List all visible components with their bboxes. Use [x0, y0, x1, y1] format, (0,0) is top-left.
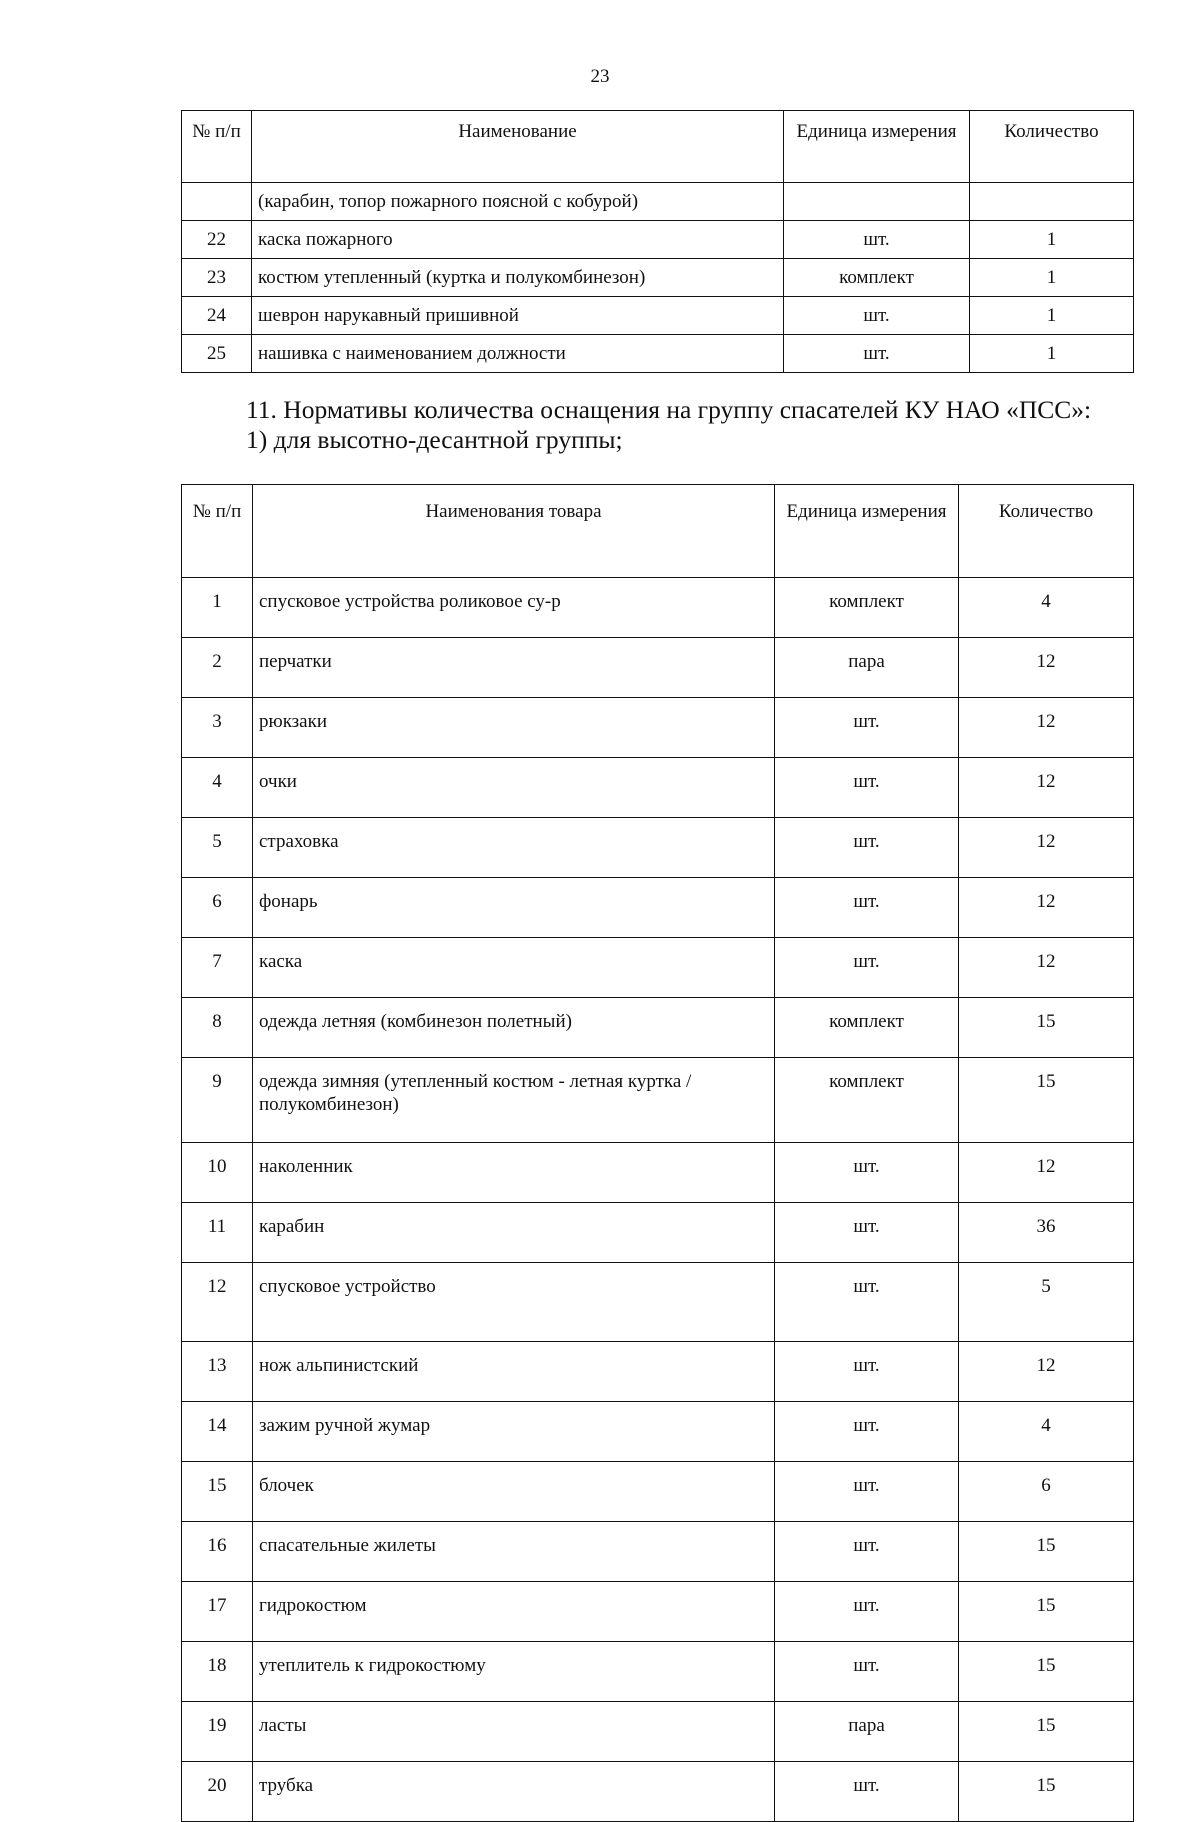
table-row	[182, 1058, 1134, 1143]
cell-num: 6	[182, 878, 253, 938]
cell-qty: 12	[959, 1342, 1134, 1402]
header-name: Наименование	[252, 111, 784, 183]
table-row	[182, 1203, 1134, 1263]
cell-qty: 15	[959, 1522, 1134, 1582]
table-row	[182, 1762, 1134, 1822]
cell-num: 4	[182, 758, 253, 818]
cell-name: каска пожарного	[252, 221, 784, 259]
cell-name: гидрокостюм	[253, 1582, 775, 1642]
cell-unit: шт.	[775, 818, 959, 878]
table-row	[182, 1402, 1134, 1462]
table-row	[182, 221, 1134, 259]
cell-unit: шт.	[775, 1203, 959, 1263]
cell-unit: шт.	[775, 938, 959, 998]
header-unit: Единица измерения	[775, 485, 959, 578]
cell-name: наколенник	[253, 1143, 775, 1203]
table-row	[182, 297, 1134, 335]
table-row	[182, 335, 1134, 373]
cell-name: костюм утепленный (куртка и полукомбинезон)	[252, 259, 784, 297]
cell-unit: пара	[775, 638, 959, 698]
table-row	[182, 1702, 1134, 1762]
cell-num: 3	[182, 698, 253, 758]
cell-num: 12	[182, 1263, 253, 1342]
cell-num: 11	[182, 1203, 253, 1263]
table-row	[182, 938, 1134, 998]
cell-unit: шт.	[775, 1263, 959, 1342]
cell-qty: 6	[959, 1462, 1134, 1522]
cell-name: одежда зимняя (утепленный костюм - летная куртка / полукомбинезон)	[253, 1058, 775, 1143]
table-row	[182, 878, 1134, 938]
cell-name: спусковое устройство	[253, 1263, 775, 1342]
cell-name: рюкзаки	[253, 698, 775, 758]
cell-name: шеврон нарукавный пришивной	[252, 297, 784, 335]
cell-unit: комплект	[775, 1058, 959, 1143]
cell-unit: шт.	[775, 1582, 959, 1642]
cell-num: 19	[182, 1702, 253, 1762]
cell-unit: шт.	[784, 221, 970, 259]
cell-name: перчатки	[253, 638, 775, 698]
cell-num: 7	[182, 938, 253, 998]
cell-unit: шт.	[775, 1642, 959, 1702]
table-header-row	[182, 485, 1134, 578]
cell-unit: шт.	[775, 758, 959, 818]
table-row	[182, 758, 1134, 818]
cell-name: зажим ручной жумар	[253, 1402, 775, 1462]
cell-qty: 12	[959, 938, 1134, 998]
section-heading	[246, 395, 1146, 455]
cell-qty: 4	[959, 1402, 1134, 1462]
cell-unit: комплект	[775, 578, 959, 638]
cell-qty: 15	[959, 1058, 1134, 1143]
page-number: 23	[590, 66, 610, 87]
cell-qty: 1	[970, 259, 1134, 297]
section-heading-line2: 1) для высотно-десантной группы;	[246, 425, 623, 454]
cell-num: 2	[182, 638, 253, 698]
cell-qty: 1	[970, 221, 1134, 259]
table-row	[182, 1582, 1134, 1642]
table-row	[182, 1263, 1134, 1342]
cell-name: спусковое устройства роликовое су-р	[253, 578, 775, 638]
cell-name: трубка	[253, 1762, 775, 1822]
cell-num: 23	[182, 259, 252, 297]
cell-num: 25	[182, 335, 252, 373]
cell-num: 16	[182, 1522, 253, 1582]
cell-name: утеплитель к гидрокостюму	[253, 1642, 775, 1702]
cell-num: 1	[182, 578, 253, 638]
cell-num	[182, 183, 252, 221]
cell-qty: 1	[970, 297, 1134, 335]
cell-qty: 5	[959, 1263, 1134, 1342]
cell-num: 18	[182, 1642, 253, 1702]
cell-num: 14	[182, 1402, 253, 1462]
cell-qty: 15	[959, 1642, 1134, 1702]
table-row	[182, 818, 1134, 878]
cell-num: 22	[182, 221, 252, 259]
cell-qty: 36	[959, 1203, 1134, 1263]
cell-num: 8	[182, 998, 253, 1058]
cell-qty: 12	[959, 1143, 1134, 1203]
table-row	[182, 578, 1134, 638]
header-name: Наименования товара	[253, 485, 775, 578]
cell-qty: 15	[959, 1702, 1134, 1762]
cell-qty: 15	[959, 1582, 1134, 1642]
table-row	[182, 1342, 1134, 1402]
table-row	[182, 183, 1134, 221]
table-row	[182, 1462, 1134, 1522]
cell-num: 13	[182, 1342, 253, 1402]
cell-qty	[970, 183, 1134, 221]
cell-qty: 12	[959, 698, 1134, 758]
cell-unit: шт.	[775, 1762, 959, 1822]
cell-name: одежда летняя (комбинезон полетный)	[253, 998, 775, 1058]
cell-num: 10	[182, 1143, 253, 1203]
cell-unit: шт.	[784, 297, 970, 335]
cell-num: 5	[182, 818, 253, 878]
cell-unit: шт.	[775, 1462, 959, 1522]
cell-num: 24	[182, 297, 252, 335]
header-qty: Количество	[970, 111, 1134, 183]
table-row	[182, 1642, 1134, 1702]
cell-name: карабин	[253, 1203, 775, 1263]
cell-unit: шт.	[775, 878, 959, 938]
cell-unit	[784, 183, 970, 221]
table-row	[182, 1143, 1134, 1203]
cell-num: 20	[182, 1762, 253, 1822]
cell-name: нашивка с наименованием должности	[252, 335, 784, 373]
cell-unit: шт.	[775, 1342, 959, 1402]
header-num: № п/п	[182, 111, 252, 183]
table-row	[182, 1522, 1134, 1582]
cell-name: нож альпинистский	[253, 1342, 775, 1402]
cell-qty: 15	[959, 1762, 1134, 1822]
table-row	[182, 259, 1134, 297]
cell-name: страховка	[253, 818, 775, 878]
cell-unit: пара	[775, 1702, 959, 1762]
equipment-table-continued	[181, 110, 1134, 373]
cell-qty: 15	[959, 998, 1134, 1058]
cell-unit: шт.	[784, 335, 970, 373]
cell-unit: шт.	[775, 698, 959, 758]
cell-name: очки	[253, 758, 775, 818]
cell-unit: комплект	[784, 259, 970, 297]
cell-num: 9	[182, 1058, 253, 1143]
cell-unit: шт.	[775, 1522, 959, 1582]
cell-qty: 4	[959, 578, 1134, 638]
header-qty: Количество	[959, 485, 1134, 578]
table-row	[182, 698, 1134, 758]
cell-name: фонарь	[253, 878, 775, 938]
table-row	[182, 998, 1134, 1058]
cell-name: ласты	[253, 1702, 775, 1762]
cell-name: спасательные жилеты	[253, 1522, 775, 1582]
cell-unit: шт.	[775, 1402, 959, 1462]
table-header-row	[182, 111, 1134, 183]
cell-num: 17	[182, 1582, 253, 1642]
cell-qty: 12	[959, 818, 1134, 878]
cell-qty: 1	[970, 335, 1134, 373]
cell-qty: 12	[959, 878, 1134, 938]
section-heading-line1: 11. Нормативы количества оснащения на группу спасателей КУ НАО «ПСС»:	[246, 395, 1092, 424]
cell-name: каска	[253, 938, 775, 998]
cell-name: (карабин, топор пожарного поясной с кобурой)	[252, 183, 784, 221]
cell-num: 15	[182, 1462, 253, 1522]
cell-unit: шт.	[775, 1143, 959, 1203]
cell-qty: 12	[959, 638, 1134, 698]
cell-name: блочек	[253, 1462, 775, 1522]
table-row	[182, 638, 1134, 698]
header-unit: Единица измерения	[784, 111, 970, 183]
airborne-group-equipment-table	[181, 484, 1134, 1822]
cell-unit: комплект	[775, 998, 959, 1058]
cell-qty: 12	[959, 758, 1134, 818]
header-num: № п/п	[182, 485, 253, 578]
